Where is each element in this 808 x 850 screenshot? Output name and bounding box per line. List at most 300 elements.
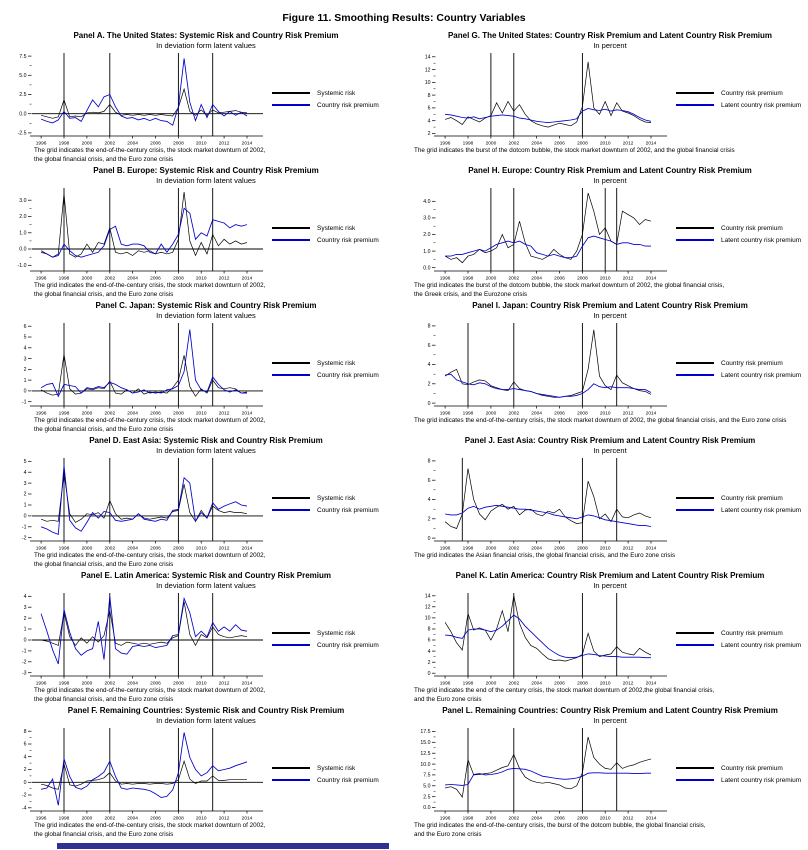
svg-text:2002: 2002 [104, 141, 116, 147]
svg-text:2: 2 [23, 491, 27, 498]
svg-text:2004: 2004 [531, 816, 542, 822]
panel-subtitle: In percent [593, 581, 627, 590]
svg-text:2008: 2008 [577, 681, 588, 687]
svg-text:1998: 1998 [462, 816, 474, 822]
panel-subtitle: In deviation form latent values [156, 716, 256, 725]
svg-text:6: 6 [23, 323, 27, 330]
legend-entry [676, 642, 801, 649]
svg-text:1: 1 [23, 377, 27, 384]
panel-title: Panel C. Japan: Systemic Risk and Country Risk Premium [95, 301, 317, 310]
svg-text:1998: 1998 [58, 276, 70, 282]
caption-line: The grid indicates the end of the century crisis, the stock market downturn of 2002,the global financial crisis, [414, 687, 715, 694]
svg-text:2014: 2014 [645, 816, 657, 822]
svg-text:2014: 2014 [645, 681, 657, 687]
panel-body [8, 185, 404, 283]
panel-title: Panel K. Latin America: Country Risk Premium and Latent Country Risk Premium [455, 571, 765, 580]
panel-title: Panel I. Japan: Country Risk Premium and Latent Country Risk Premium [472, 301, 748, 310]
caption-line: The grid indicates the end-of-the-century crisis, the stock market downturn of 2002, [34, 552, 266, 559]
svg-text:6: 6 [23, 741, 27, 748]
svg-text:1996: 1996 [439, 141, 451, 147]
svg-text:12: 12 [424, 604, 431, 611]
svg-text:2012: 2012 [218, 816, 230, 822]
svg-text:2004: 2004 [127, 276, 138, 282]
legend-line-swatch [272, 227, 310, 228]
legend-line-swatch [676, 767, 714, 768]
svg-text:0: 0 [23, 637, 27, 644]
svg-text:1996: 1996 [35, 411, 47, 417]
panel-body [412, 320, 808, 418]
legend-line-swatch [272, 632, 310, 633]
chart-panel [0, 570, 404, 705]
panel-body [8, 50, 404, 148]
legend-label: Country risk premium [317, 776, 379, 784]
svg-text:2004: 2004 [531, 546, 542, 552]
caption-line: The grid indicates the Asian financial crisis, the global financial crisis, and the Euro zone crisis [414, 552, 676, 559]
legend-line-swatch [272, 104, 310, 105]
svg-text:2002: 2002 [104, 681, 116, 687]
legend-line-swatch [272, 362, 310, 363]
chart-legend [676, 220, 801, 249]
svg-text:2002: 2002 [508, 411, 520, 417]
svg-text:1998: 1998 [58, 546, 70, 552]
caption-line: the global financial crisis, and the Euro zone crisis [34, 561, 174, 569]
svg-text:2004: 2004 [127, 546, 138, 552]
svg-text:2012: 2012 [218, 681, 230, 687]
legend-label: Country risk premium [317, 236, 379, 244]
legend-entry [676, 360, 801, 367]
svg-text:12.5: 12.5 [420, 750, 431, 757]
svg-text:2000: 2000 [485, 546, 497, 552]
svg-text:14: 14 [424, 593, 431, 600]
svg-text:2004: 2004 [531, 411, 542, 417]
panel-subtitle: In percent [593, 41, 627, 50]
panel-caption [414, 146, 808, 155]
svg-text:0: 0 [427, 535, 431, 542]
svg-text:2010: 2010 [195, 141, 207, 147]
svg-text:2010: 2010 [599, 681, 611, 687]
svg-text:0: 0 [427, 670, 431, 677]
svg-text:2004: 2004 [127, 411, 138, 417]
svg-text:2008: 2008 [577, 141, 588, 147]
svg-text:8: 8 [427, 626, 431, 633]
svg-text:2004: 2004 [531, 681, 542, 687]
svg-text:3.0: 3.0 [19, 197, 27, 204]
svg-text:5: 5 [23, 334, 27, 341]
svg-text:7.5: 7.5 [19, 53, 27, 60]
legend-label: Country risk premium [317, 101, 379, 109]
panel-title: Panel B. Europe: Systemic Risk and Country Risk Premium [93, 166, 319, 175]
panel-title: Panel J. East Asia: Country Risk Premium and Latent Country Risk Premium [464, 436, 756, 445]
caption-line: the global financial crisis, and the Euro zone crisis [34, 831, 174, 839]
chart-panel [404, 705, 808, 840]
line-chart [8, 725, 268, 823]
svg-text:2010: 2010 [599, 816, 611, 822]
legend-line-swatch [272, 374, 310, 375]
caption-line: the global financial crisis, and the Euro zone crisis [34, 156, 174, 164]
panel-title: Panel F. Remaining Countries: Systemic Risk and Country Risk Premium [67, 706, 345, 715]
svg-text:4: 4 [23, 754, 27, 761]
legend-label: Systemic risk [317, 359, 356, 367]
legend-label: Systemic risk [317, 629, 356, 637]
svg-text:1998: 1998 [58, 681, 70, 687]
svg-text:2: 2 [427, 659, 431, 666]
svg-text:2000: 2000 [81, 276, 93, 282]
line-chart [8, 320, 268, 418]
legend-line-swatch [676, 362, 714, 363]
caption-line: the global financial crisis, and the Euro zone crisis [34, 426, 174, 434]
line-chart [8, 185, 268, 283]
svg-text:0.0: 0.0 [423, 805, 431, 812]
svg-text:2012: 2012 [218, 411, 230, 417]
chart-legend [272, 625, 379, 654]
panel-caption [34, 281, 404, 299]
svg-text:2012: 2012 [622, 546, 634, 552]
svg-text:1998: 1998 [58, 816, 70, 822]
svg-text:1998: 1998 [462, 411, 474, 417]
svg-text:2000: 2000 [81, 546, 93, 552]
svg-text:2004: 2004 [127, 141, 138, 147]
panel-subtitle: In percent [593, 311, 627, 320]
svg-text:2014: 2014 [645, 276, 657, 282]
chart-panel [404, 570, 808, 705]
panel-caption [34, 146, 404, 164]
legend-label: Country risk premium [721, 494, 783, 502]
svg-text:2004: 2004 [531, 276, 542, 282]
svg-text:2000: 2000 [485, 681, 497, 687]
svg-text:2010: 2010 [599, 276, 611, 282]
svg-text:-1: -1 [21, 524, 27, 531]
svg-text:4: 4 [23, 594, 27, 600]
svg-text:2.5: 2.5 [19, 92, 27, 99]
svg-text:2012: 2012 [218, 546, 230, 552]
svg-text:2000: 2000 [81, 681, 93, 687]
svg-text:5.0: 5.0 [19, 73, 27, 79]
svg-text:2002: 2002 [104, 816, 116, 822]
chart-legend [676, 625, 801, 654]
legend-entry [272, 372, 379, 379]
svg-text:1996: 1996 [439, 276, 451, 282]
svg-text:-2: -2 [21, 792, 27, 799]
legend-label: Latent country risk premium [721, 236, 802, 244]
svg-text:2006: 2006 [150, 681, 161, 687]
svg-text:1998: 1998 [462, 276, 474, 282]
svg-text:2004: 2004 [127, 681, 138, 687]
line-chart [412, 320, 672, 418]
svg-text:6: 6 [427, 105, 431, 112]
svg-text:2012: 2012 [622, 816, 634, 822]
chart-panel [404, 165, 808, 300]
svg-text:1.0: 1.0 [19, 230, 27, 237]
legend-label: Country risk premium [721, 89, 783, 97]
line-chart [8, 50, 268, 148]
panel-caption [34, 686, 404, 704]
svg-text:1996: 1996 [35, 276, 47, 282]
line-chart [8, 455, 268, 553]
svg-text:2014: 2014 [645, 411, 657, 417]
svg-text:-1: -1 [21, 399, 27, 406]
svg-text:12: 12 [424, 67, 431, 74]
chart-panel [404, 30, 808, 165]
chart-legend [272, 355, 379, 384]
legend-line-swatch [676, 374, 714, 375]
legend-entry [272, 630, 379, 637]
svg-text:2: 2 [23, 615, 27, 622]
svg-text:3.0: 3.0 [423, 215, 431, 222]
svg-text:2000: 2000 [485, 276, 497, 282]
svg-text:2002: 2002 [508, 681, 520, 687]
legend-line-swatch [676, 104, 714, 105]
svg-text:2006: 2006 [554, 546, 565, 552]
svg-text:2008: 2008 [173, 411, 184, 417]
legend-entry [272, 642, 379, 649]
legend-line-swatch [676, 92, 714, 93]
svg-text:2010: 2010 [195, 411, 207, 417]
svg-text:1.0: 1.0 [423, 248, 431, 255]
svg-text:10: 10 [424, 80, 431, 87]
svg-text:2002: 2002 [104, 546, 116, 552]
legend-line-swatch [272, 239, 310, 240]
svg-text:2008: 2008 [577, 411, 588, 417]
caption-line: the global financial crisis, and the Euro zone crisis [34, 696, 174, 704]
panel-title: Panel L. Remaining Countries: Country Risk Premium and Latent Country Risk Premium [442, 706, 778, 715]
svg-text:1996: 1996 [35, 141, 47, 147]
svg-text:0: 0 [23, 513, 27, 520]
svg-text:1998: 1998 [462, 546, 474, 552]
chart-legend [676, 85, 801, 114]
panel-body [8, 590, 404, 688]
figure-title: Figure 11. Smoothing Results: Country Variables [282, 12, 526, 24]
legend-label: Latent country risk premium [721, 506, 802, 514]
svg-text:2004: 2004 [127, 816, 138, 822]
legend-entry [676, 507, 801, 514]
legend-label: Country risk premium [721, 629, 783, 637]
svg-text:6: 6 [427, 477, 431, 484]
chart-panel [0, 705, 404, 840]
panel-caption [34, 551, 404, 569]
chart-panel [404, 435, 808, 570]
legend-label: Latent country risk premium [721, 101, 802, 109]
svg-text:1998: 1998 [58, 141, 70, 147]
panel-title: Panel H. Europe: Country Risk Premium and Latent Country Risk Premium [468, 166, 752, 175]
svg-text:2012: 2012 [218, 276, 230, 282]
svg-text:4.0: 4.0 [423, 199, 431, 205]
chart-panel [0, 30, 404, 165]
legend-entry [272, 360, 379, 367]
svg-text:1998: 1998 [462, 141, 474, 147]
legend-label: Country risk premium [721, 359, 783, 367]
legend-entry [676, 495, 801, 502]
panel-body [8, 320, 404, 418]
svg-text:2: 2 [427, 381, 431, 388]
svg-text:1996: 1996 [439, 816, 451, 822]
chart-panel [0, 165, 404, 300]
svg-text:2000: 2000 [485, 816, 497, 822]
svg-text:2002: 2002 [508, 141, 520, 147]
svg-text:0: 0 [23, 780, 27, 786]
svg-text:2.5: 2.5 [423, 794, 431, 801]
chart-legend [676, 355, 801, 384]
panel-body [8, 455, 404, 553]
legend-label: Country risk premium [721, 764, 783, 772]
svg-text:10.0: 10.0 [420, 761, 431, 768]
svg-text:2006: 2006 [150, 141, 161, 147]
svg-text:2010: 2010 [599, 141, 611, 147]
svg-text:3: 3 [23, 480, 27, 487]
legend-label: Systemic risk [317, 764, 356, 772]
svg-text:2008: 2008 [173, 816, 184, 822]
legend-line-swatch [272, 497, 310, 498]
panel-caption [34, 416, 404, 434]
legend-label: Country risk premium [721, 224, 783, 232]
svg-text:2008: 2008 [577, 816, 588, 822]
legend-entry [272, 507, 379, 514]
svg-text:2.0: 2.0 [423, 232, 431, 239]
svg-text:6: 6 [427, 637, 431, 644]
svg-text:10: 10 [424, 615, 431, 622]
svg-text:2000: 2000 [81, 411, 93, 417]
svg-text:2014: 2014 [241, 276, 253, 282]
svg-text:-3: -3 [21, 670, 27, 677]
caption-line: The grid indicates the end-of-the-century crisis, the stock market downturn of 2002, [34, 417, 266, 424]
svg-text:2.0: 2.0 [19, 214, 27, 221]
chart-panel [404, 300, 808, 435]
svg-text:2012: 2012 [218, 141, 230, 147]
svg-text:2: 2 [23, 367, 27, 374]
svg-text:2014: 2014 [645, 141, 657, 147]
svg-text:1998: 1998 [462, 681, 474, 687]
svg-text:2012: 2012 [622, 276, 634, 282]
svg-text:2008: 2008 [173, 546, 184, 552]
svg-text:1996: 1996 [439, 546, 451, 552]
svg-text:-2: -2 [21, 535, 27, 542]
svg-text:1: 1 [23, 626, 27, 633]
svg-text:2010: 2010 [195, 816, 207, 822]
svg-text:2006: 2006 [554, 141, 565, 147]
svg-text:1: 1 [23, 502, 27, 509]
caption-line: The grid indicates the burst of the dotcom bubble, the stock market downturn of 2002, the global financial crisis, [414, 282, 725, 289]
legend-entry [272, 225, 379, 232]
svg-text:4: 4 [427, 648, 431, 655]
svg-text:-2: -2 [21, 659, 27, 666]
svg-text:0.0: 0.0 [19, 111, 27, 118]
svg-text:2002: 2002 [104, 276, 116, 282]
caption-line: The grid indicates the end-of-the-century crisis, the stock market downturn of 2002, [34, 147, 266, 154]
svg-text:1996: 1996 [35, 681, 47, 687]
legend-line-swatch [272, 509, 310, 510]
svg-text:1996: 1996 [439, 411, 451, 417]
panel-subtitle: In deviation form latent values [156, 176, 256, 185]
bottom-highlight-bar [57, 843, 389, 849]
legend-label: Latent country risk premium [721, 641, 802, 649]
panel-caption [414, 281, 808, 299]
panel-caption [414, 686, 808, 704]
legend-line-swatch [272, 644, 310, 645]
caption-line: and the Euro zone crisis [414, 696, 482, 704]
legend-line-swatch [676, 632, 714, 633]
svg-text:2006: 2006 [150, 546, 161, 552]
legend-entry [676, 237, 801, 244]
caption-line: the Greek crisis, and the Eurozone crisis [414, 291, 528, 299]
chart-legend [272, 85, 379, 114]
svg-text:2008: 2008 [173, 681, 184, 687]
svg-text:2: 2 [427, 516, 431, 523]
svg-text:3: 3 [23, 356, 27, 363]
svg-text:0: 0 [23, 388, 27, 395]
panel-subtitle: In deviation form latent values [156, 581, 256, 590]
svg-text:2004: 2004 [531, 141, 542, 147]
panel-caption [414, 551, 808, 560]
caption-line: the global financial crisis, and the Euro zone crisis [34, 291, 174, 299]
legend-line-swatch [676, 497, 714, 498]
svg-text:2014: 2014 [241, 411, 253, 417]
svg-text:2010: 2010 [195, 276, 207, 282]
legend-line-swatch [272, 92, 310, 93]
line-chart [412, 50, 672, 148]
svg-text:2002: 2002 [508, 816, 520, 822]
panel-title: Panel G. The United States: Country Risk Premium and Latent Country Risk Premium [447, 31, 773, 40]
legend-label: Systemic risk [317, 89, 356, 97]
svg-text:-1: -1 [21, 648, 27, 655]
svg-text:2006: 2006 [150, 816, 161, 822]
svg-text:-4: -4 [21, 805, 27, 812]
legend-label: Country risk premium [317, 506, 379, 514]
legend-entry [272, 102, 379, 109]
chart-panel [0, 435, 404, 570]
svg-text:2008: 2008 [577, 546, 588, 552]
svg-text:15.0: 15.0 [420, 740, 431, 746]
svg-text:2000: 2000 [81, 141, 93, 147]
panel-subtitle: In percent [593, 446, 627, 455]
svg-text:2012: 2012 [622, 681, 634, 687]
legend-label: Latent country risk premium [721, 371, 802, 379]
svg-text:2006: 2006 [554, 816, 565, 822]
panel-subtitle: In deviation form latent values [156, 41, 256, 50]
svg-text:6: 6 [427, 342, 431, 349]
legend-entry [676, 90, 801, 97]
svg-text:1998: 1998 [58, 411, 70, 417]
svg-text:1996: 1996 [439, 681, 451, 687]
svg-text:2006: 2006 [554, 411, 565, 417]
svg-text:-1.0: -1.0 [17, 263, 27, 269]
svg-text:2002: 2002 [508, 276, 520, 282]
line-chart [412, 455, 672, 553]
line-chart [8, 590, 268, 688]
chart-legend [272, 220, 379, 249]
svg-text:0.0: 0.0 [423, 265, 431, 272]
panel-caption [34, 821, 404, 839]
svg-text:2008: 2008 [173, 276, 184, 282]
svg-text:8: 8 [23, 728, 27, 735]
legend-line-swatch [272, 767, 310, 768]
svg-text:2014: 2014 [645, 546, 657, 552]
caption-line: and the Euro zone crisis [414, 831, 482, 839]
svg-text:2006: 2006 [150, 411, 161, 417]
legend-entry [676, 372, 801, 379]
svg-text:2000: 2000 [485, 141, 497, 147]
svg-text:-2.5: -2.5 [17, 130, 27, 137]
line-chart [412, 590, 672, 688]
panel-body [412, 50, 808, 148]
svg-text:8: 8 [427, 458, 431, 465]
svg-text:2014: 2014 [241, 546, 253, 552]
svg-text:2008: 2008 [577, 276, 588, 282]
svg-text:2000: 2000 [81, 816, 93, 822]
svg-text:2006: 2006 [554, 276, 565, 282]
legend-entry [272, 765, 379, 772]
figure-grid [0, 30, 808, 840]
legend-entry [272, 495, 379, 502]
svg-text:2010: 2010 [195, 681, 207, 687]
